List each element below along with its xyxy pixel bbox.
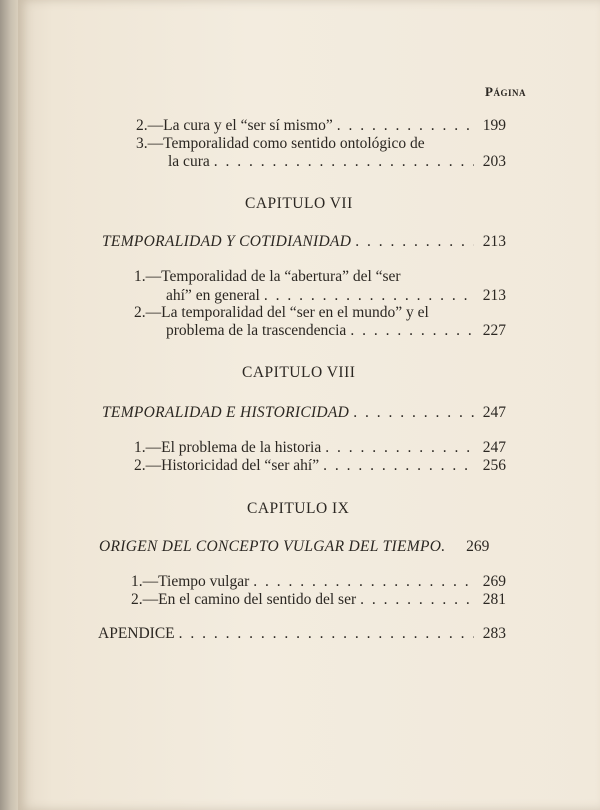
chapter-heading-viii: CAPITULO VIII [242,364,356,381]
toc-entry-text: la cura [168,153,210,170]
dot-leader [353,404,474,422]
toc-page-number: 203 [482,153,506,170]
toc-entry-text: 2.—Historicidad del “ser ahí” [134,457,320,474]
dot-leader [350,322,474,340]
dot-leader [253,573,474,591]
toc-entry-text: 2.—En el camino del sentido del ser [131,591,357,608]
dot-leader [214,153,474,171]
dot-leader [179,625,474,643]
toc-page-number: 281 [482,591,506,608]
toc-entry-text: 2.—La cura y el “ser sí mismo” [136,117,333,134]
toc-page-number: 247 [482,439,506,456]
book-gutter [0,0,18,810]
toc-entry-c7-1-line2 [166,287,506,305]
chapter-title-viii [102,404,506,422]
toc-entry-c8-2 [134,457,506,475]
toc-entry-c7-2-line2 [166,322,506,340]
chapter-title-ix [99,538,506,556]
toc-entry-c6-3-line2 [168,153,506,171]
toc-entry-text: problema de la trascendencia [166,322,347,339]
chapter-title-vii [102,233,506,251]
dot-leader [337,117,474,135]
book-page [18,0,600,810]
toc-entry-text: 1.—El problema de la historia [134,439,322,456]
toc-entry-text: APENDICE [98,625,175,642]
chapter-heading-ix: CAPITULO IX [247,500,350,517]
toc-entry-text: ahí” en general [166,287,260,304]
toc-entry-c6-3-line1: 3.—Temporalidad como sentido ontológico de [136,135,425,152]
chapter-title-text: TEMPORALIDAD E HISTORICIDAD [102,404,350,421]
chapter-title-text: TEMPORALIDAD Y COTIDIANIDAD [102,233,352,250]
toc-page-number: 213 [482,233,506,250]
toc-entry-c8-1 [134,439,506,457]
dot-leader [325,439,474,457]
toc-entry-text: 1.—Tiempo vulgar [131,573,250,590]
toc-entry-c7-1-line1: 1.—Temporalidad de la “abertura” del “ser [134,268,401,285]
toc-page-number: 269 [466,538,490,555]
toc-page-number: 227 [482,322,506,339]
dot-leader [264,287,474,305]
dot-leader [360,591,474,609]
pagina-header: Página [485,84,526,99]
dot-leader [355,233,474,251]
toc-page-number: 269 [482,573,506,590]
toc-page-number: 199 [482,117,506,134]
chapter-heading-vii: CAPITULO VII [245,195,353,212]
toc-page-number: 247 [482,404,506,421]
dot-leader [323,457,474,475]
toc-page-number: 213 [482,287,506,304]
chapter-title-text: ORIGEN DEL CONCEPTO VULGAR DEL TIEMPO. [99,538,446,555]
toc-entry-c7-2-line1: 2.—La temporalidad del “ser en el mundo” y el [134,304,429,321]
toc-entry-c9-1 [131,573,506,591]
toc-entry-c9-2 [131,591,506,609]
toc-entry-c6-2 [136,117,506,135]
toc-entry-apendice [98,625,506,643]
toc-page-number: 283 [482,625,506,642]
toc-page-number: 256 [482,457,506,474]
